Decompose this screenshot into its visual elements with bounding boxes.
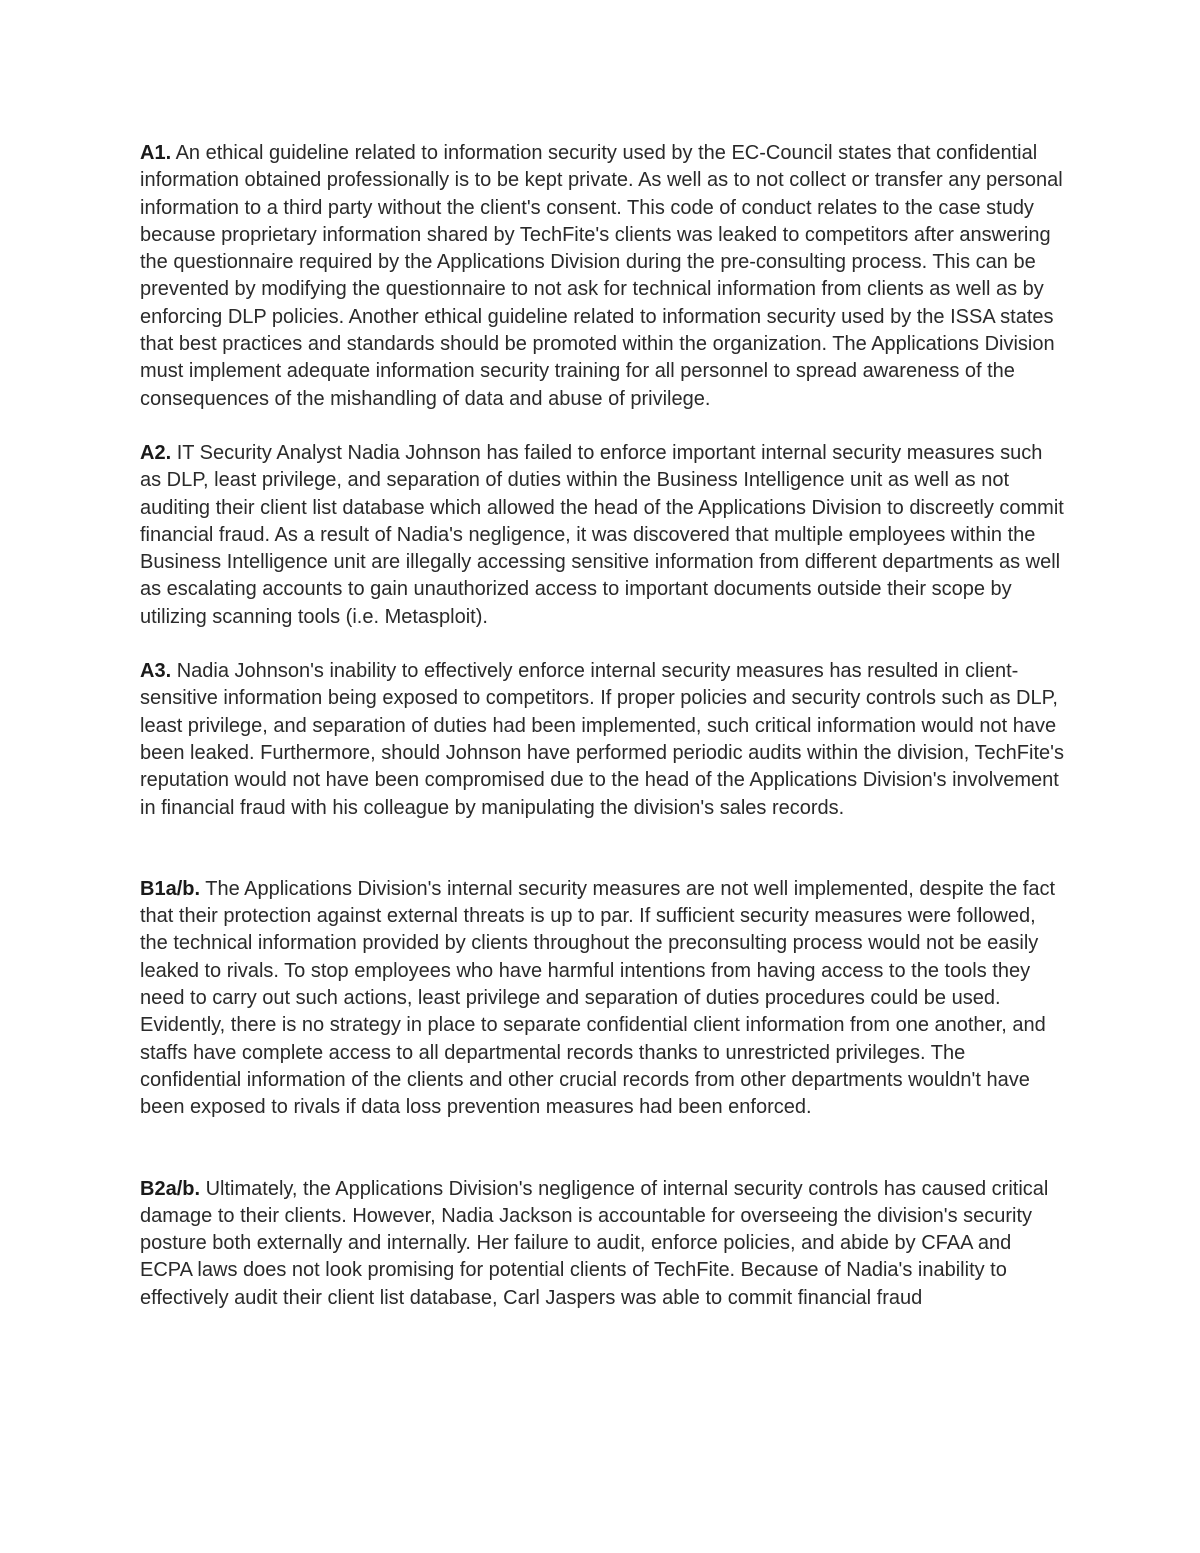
paragraph-text: IT Security Analyst Nadia Johnson has failed to enforce important internal security measures such as DLP, least privilege, and separation of duties within the Business Intelligence unit as well as not auditing their client list database which allowed the head of the Applications Division to discreetly commit financial fraud. As a result of Nadia's negligence, it was discovered that multiple employees within the Business Intelligence unit are illegally accessing sensitive information from different departments as well as escalating accounts to gain unauthorized access to important documents outside their scope by utilizing scanning tools (i.e. Metasploit).	[140, 441, 1064, 628]
paragraph-b1	[140, 876, 1064, 1122]
paragraph-label: A3.	[140, 660, 172, 683]
paragraph-a1	[140, 140, 1064, 413]
paragraph-text: Ultimately, the Applications Division's negligence of internal security controls has caused critical damage to their clients. However, Nadia Jackson is accountable for overseeing the division's security posture both externally and internally. Her failure to audit, enforce policies, and abide by CFAA and ECPA laws does not look promising for potential clients of TechFite. Because of Nadia's inability to effectively audit their client list database, Carl Jaspers was able to commit financial fraud	[140, 1177, 1049, 1309]
paragraph-a2	[140, 440, 1064, 631]
paragraph-a3	[140, 658, 1064, 822]
document-page	[140, 140, 1064, 1312]
paragraph-text: An ethical guideline related to information security used by the EC-Council states that confidential information obtained professionally is to be kept private. As well as to not collect or transfer any personal information to a third party without the client's consent. This code of conduct relates to the case study because proprietary information shared by TechFite's clients was leaked to competitors after answering the questionnaire required by the Applications Division during the pre-consulting process. This can be prevented by modifying the questionnaire to not ask for technical information from clients as well as by enforcing DLP policies. Another ethical guideline related to information security used by the ISSA states that best practices and standards should be promoted within the organization. The Applications Division must implement adequate information security training for all personnel to spread awareness of the consequences of the mishandling of data and abuse of privilege.	[140, 142, 1063, 410]
paragraph-label: A1.	[140, 142, 172, 164]
paragraph-text: The Applications Division's internal security measures are not well implemented, despite the fact that their protection against external threats is up to par. If sufficient security measures were followed, the technical information provided by clients throughout the preconsulting process would not be easily leaked to rivals. To stop employees who have harmful intentions from having access to the tools they need to carry out such actions, least privilege and separation of duties procedures could be used. Evidently, there is no strategy in place to separate confidential client information from one another, and staffs have complete access to all departmental records thanks to unrestricted privileges. The confidential information of the clients and other crucial records from other departments wouldn't have been exposed to rivals if data loss prevention measures had been enforced.	[140, 877, 1056, 1119]
paragraph-label: A2.	[140, 441, 172, 464]
paragraph-text: Nadia Johnson's inability to effectively enforce internal security measures has resulted in client-sensitive information being exposed to competitors. If proper policies and security controls such as DLP, least privilege, and separation of duties had been implemented, such critical information would not have been leaked. Furthermore, should Johnson have performed periodic audits within the division, TechFite's reputation would not have been compromised due to the head of the Applications Division's involvement in financial fraud with his colleague by manipulating the division's sales records.	[140, 660, 1064, 819]
paragraph-label: B2a/b.	[140, 1177, 201, 1200]
paragraph-b2	[140, 1176, 1064, 1312]
paragraph-label: B1a/b.	[140, 877, 201, 900]
